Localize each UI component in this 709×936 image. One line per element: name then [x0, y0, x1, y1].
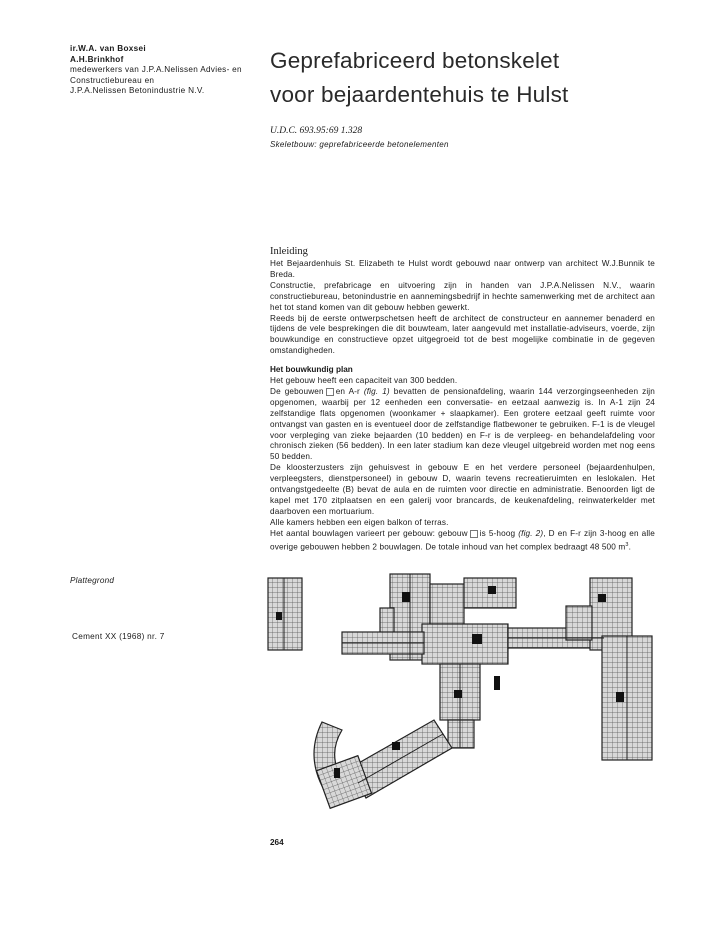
building-block	[448, 720, 474, 748]
text-run: Het aantal bouwlagen varieert per gebouw: gebouw	[270, 528, 468, 538]
section-bouwkundig-body	[270, 376, 655, 553]
stair-core	[392, 742, 400, 750]
stair-core	[598, 594, 606, 602]
stair-core	[454, 690, 462, 698]
author-block	[70, 44, 260, 97]
stair-core	[616, 692, 624, 702]
text-run: De gebouwen	[270, 386, 324, 396]
section-heading-inleiding: Inleiding	[270, 246, 308, 257]
stair-core	[276, 612, 282, 620]
text-run: bevatten de pensionafdeling, waarin 144 verzorgingseenheden zijn opgenomen, waarbij per 12 eenheden een conversatie- en eetzaal aanwezig is. In A-1 zijn 24 zelfstandige flats opgenomen (woonkamer + slaapkamer). Een grotere eetzaal geeft ruimte voor ontvangst van gasten en is eventueel door de zelfstandige flatbewoner te gebruiken. F-1 is de vleugel voor verpleging van zieke bejaarden (10 bedden) en F-r is de verpleeg- en behandelafdeling voor chronisch zieken (56 bedden). In een later stadium kan deze vleugel uitgebreid worden met nog eens 50 bedden.	[270, 386, 655, 462]
text-run: is 5-hoog	[479, 528, 516, 538]
author-affiliation: medewerkers van J.P.A.Nelissen Advies- en	[70, 65, 242, 75]
floor-plan-figure	[262, 572, 672, 830]
building-symbol-icon	[470, 530, 478, 538]
section-inleiding-body	[270, 259, 655, 357]
superscript: 3	[625, 541, 629, 548]
title-line: Geprefabriceerd betonskelet	[270, 48, 560, 73]
stair-core	[334, 768, 340, 778]
stair-core	[488, 586, 496, 594]
building-block	[268, 578, 302, 650]
keywords: Skeletbouw: geprefabriceerde betonelementen	[270, 140, 449, 149]
figure-reference: (fig. 2)	[518, 528, 544, 538]
paragraph: Constructie, prefabricage en uitvoering zijn in handen van J.P.A.Nelissen N.V., waarin constructiebureau, betonindustrie en aannemingsbedrijf in hechte samenwerking met de architect aan het tot stand komen van dit gebouw hebben gewerkt.	[270, 280, 655, 312]
building-block	[566, 606, 592, 640]
journal-reference: Cement XX (1968) nr. 7	[72, 632, 165, 641]
text-run: .	[628, 542, 632, 552]
stair-core	[472, 634, 482, 644]
section-heading-bouwkundig: Het bouwkundig plan	[270, 365, 353, 374]
paragraph: Het gebouw heeft een capaciteit van 300 bedden.	[270, 376, 458, 385]
figure-reference: (fig. 1)	[363, 386, 390, 396]
text-run: en A-r	[335, 386, 360, 396]
paragraph	[270, 387, 655, 463]
paragraph: Reeds bij de eerste ontwerpschetsen heeft de architect de constructeur en aannemer benaderd en tijdens de vele besprekingen die dit bouwteam, later aangevuld met installatie-adviseurs, voerde, zijn bouwkundige en constructieve opzet uitgegroeid tot de best mogelijke combinatie in de gegeven omstandigheden.	[270, 313, 655, 356]
building-block	[430, 584, 464, 624]
author-name: ir.W.A. van Boxsei	[70, 44, 146, 53]
author-affiliation: J.P.A.Nelissen Betonindustrie N.V.	[70, 86, 205, 96]
building-block	[422, 624, 508, 664]
paragraph: Het Bejaardenhuis St. Elizabeth te Hulst wordt gebouwd naar ontwerp van architect W.J.Bunnik te Breda.	[270, 259, 655, 279]
author-affiliation: Constructiebureau en	[70, 75, 155, 85]
page-number: 264	[270, 838, 284, 847]
udc-code: U.D.C. 693.95:69 1.328	[270, 126, 363, 136]
paragraph: Alle kamers hebben een eigen balkon of terras.	[270, 517, 449, 527]
paragraph: De kloosterzusters zijn gehuisvest in gebouw E en het verdere personeel (bejaardenhulpen, verpleegsters, dienstpersoneel) in gebouw D, waarin tevens recreatieruimten en leslokalen. Het ontvangstgedeelte (B) bevat de aula en de ruimten voor directie en administratie. Benoorden ligt de kapel met 170 zitplaatsen en een galerij voor brancards, de keukenafdeling, reinwaterkelder met daarboven een mortuarium.	[270, 463, 655, 516]
text-run: , D en F-r zijn 3-hoog en alle overige gebouwen hebben 2 bouwlagen. De totale inhoud van het complex bedraagt 48 500 m	[270, 528, 655, 552]
title-line: voor bejaardentehuis te Hulst	[270, 82, 569, 107]
stair-core	[494, 676, 500, 690]
author-name: A.H.Brinkhof	[70, 54, 124, 64]
figure-caption: Plattegrond	[70, 576, 115, 585]
building-symbol-icon	[326, 388, 334, 396]
article-title	[270, 44, 690, 112]
paragraph	[270, 529, 655, 554]
stair-core	[402, 592, 410, 602]
